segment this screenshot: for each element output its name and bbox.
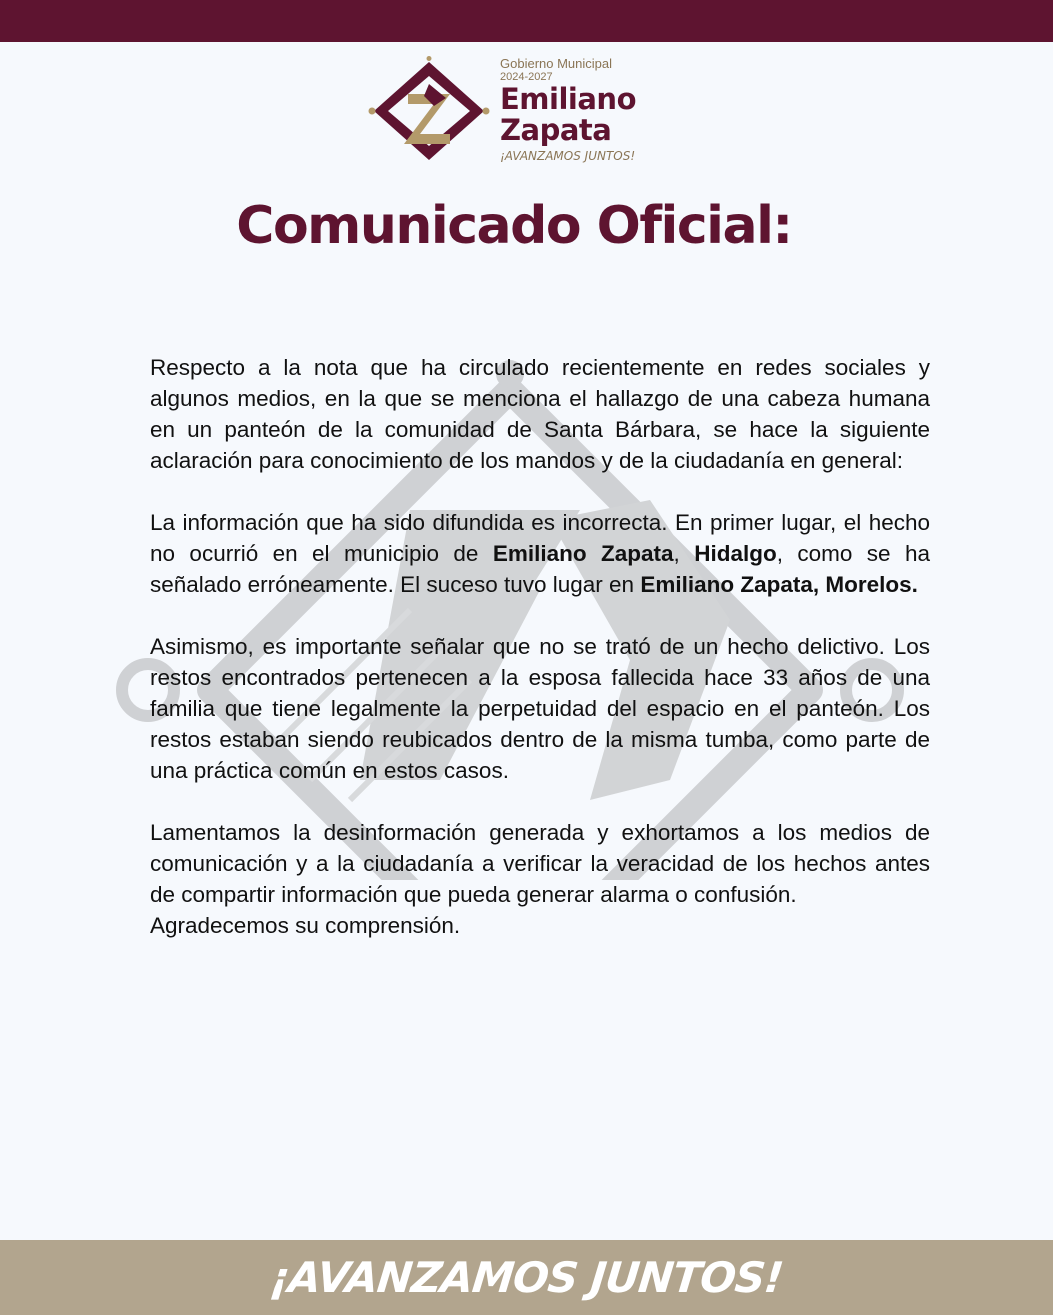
page-title: Comunicado Oficial: <box>236 196 792 256</box>
paragraph-1: Respecto a la nota que ha circulado recientemente en redes sociales y algunos medios, en la que se menciona el hallazgo de una cabeza humana en un panteón de la comunidad de Santa Bárbara, se hace la siguiente aclaración para conocimiento de los mandos y de la ciudadanía en general: <box>150 355 930 473</box>
header-tagline: ¡AVANZAMOS JUNTOS! <box>500 149 636 163</box>
bold-state-hidalgo: Hidalgo <box>694 541 777 566</box>
logo-text-block <box>500 56 636 164</box>
bold-municipality: Emiliano Zapata <box>492 541 674 566</box>
municipal-logo-icon <box>368 56 490 166</box>
municipality-name-line1: Emiliano <box>500 82 636 116</box>
paragraph-5: Agradecemos su comprensión. <box>150 913 461 938</box>
bold-location-morelos: Emiliano Zapata, Morelos. <box>640 572 918 597</box>
statement-body <box>150 352 930 941</box>
footer-slogan: ¡AVANZAMOS JUNTOS! <box>267 1253 786 1302</box>
municipality-name-line2: Zapata <box>500 113 612 147</box>
period-label: 2024-2027 <box>500 71 553 83</box>
top-bar <box>0 0 1053 42</box>
paragraph-3: Asimismo, es importante señalar que no se trató de un hecho delictivo. Los restos encontrados pertenecen a la esposa fallecida hace 33 años de una familia que tiene legalmente la perpetuidad del espacio en el panteón. Los restos estaban siendo reubicados dentro de la misma tumba, como parte de una práctica común en estos casos. <box>150 634 930 783</box>
paragraph-2 <box>150 507 930 600</box>
paragraph-2-text-c: , <box>673 541 695 566</box>
paragraph-4: Lamentamos la desinformación generada y exhortamos a los medios de comunicación y a la ciudadanía a verificar la veracidad de los hechos antes de compartir información que pueda generar alarma o confusión. <box>150 820 930 907</box>
paragraph-2-text-d: , como se ha señalado erróneamente. El suceso tuvo lugar en <box>150 541 930 597</box>
paragraph-2-text-a: La información que ha sido difundida es incorrecta. En primer lugar, el hecho no ocurrió en el municipio de <box>150 510 930 566</box>
government-label: Gobierno Municipal <box>500 56 613 71</box>
